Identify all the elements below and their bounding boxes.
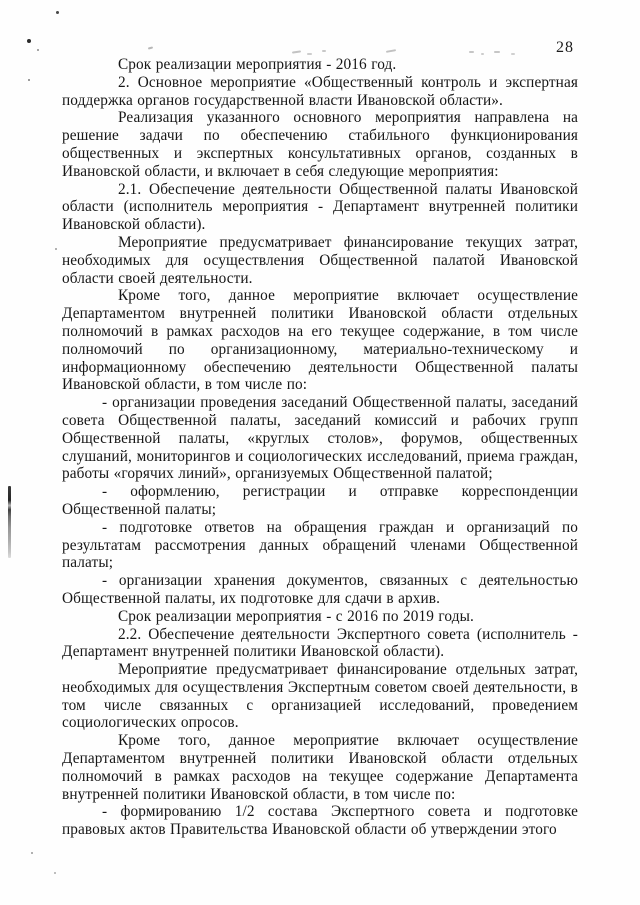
document-body: [62, 56, 578, 839]
scan-speck: [55, 248, 57, 250]
scan-smudge: [148, 46, 153, 49]
paragraph: 2. Основное мероприятие «Общественный контроль и экспертная поддержка органов государственной власти Ивановской области».: [62, 73, 578, 109]
scan-speck: [28, 79, 30, 81]
paragraph: 2.2. Обеспечение деятельности Экспертного совета (исполнитель - Департамент внутренней политики Ивановской области).: [62, 625, 578, 661]
page-number: 28: [556, 39, 574, 56]
scan-smudge: [511, 53, 515, 55]
paragraph: Срок реализации мероприятия - с 2016 по 2019 годы.: [118, 607, 474, 625]
scan-speck: [54, 872, 56, 874]
scan-smudge: [307, 53, 312, 55]
scan-smudge: [292, 50, 301, 53]
list-item-paragraph: - организации хранения документов, связанных с деятельностью Общественной палаты, их подготовке для сдачи в архив.: [62, 572, 578, 607]
list-item-paragraph: - подготовке ответов на обращения граждан и организаций по результатам рассмотрения данных обращений членами Общественной палаты;: [62, 518, 578, 572]
scan-speck: [31, 852, 33, 854]
scan-speck: [56, 11, 59, 14]
paragraph: Реализация указанного основного мероприятия направлена на решение задачи по обеспечению стабильного функционирования общественных и экспертных консультативных органов, созданных в Ивановской области, и включает в себя следующие мероприятия:: [62, 109, 578, 180]
scan-smudge: [494, 51, 500, 53]
scan-smudge: [469, 51, 474, 53]
paragraph: Срок реализации мероприятия - 2016 год.: [118, 56, 397, 73]
paragraph: 2.1. Обеспечение деятельности Общественной палаты Ивановской области (исполнитель мероприятия - Департамент внутренней политики Ивановской области).: [62, 180, 578, 234]
paragraph: Мероприятие предусматривает финансирование отдельных затрат, необходимых для осуществления Экспертным советом своей деятельности, в том числе связанных с организацией исследований, проведением социологических опросов.: [62, 661, 578, 732]
list-item-paragraph: - формированию 1/2 состава Экспертного совета и подготовке правовых актов Правительства Ивановской области об утверждении этого: [62, 803, 578, 839]
paragraph: Мероприятие предусматривает финансирование текущих затрат, необходимых для осуществления Общественной палатой Ивановской области своей деятельности.: [62, 233, 578, 287]
scan-smudge: [386, 49, 396, 53]
scan-speck: [27, 39, 31, 43]
scan-artifact-bar: [8, 486, 11, 558]
paragraph: Кроме того, данное мероприятие включает осуществление Департаментом внутренней политики Ивановской области отдельных полномочий в рамках расходов на его текущее содержание, в том числе полномочий по организационному, материально-техническому и информационному обеспечению деятельности Общественной палаты Ивановской области, в том числе по:: [62, 287, 578, 394]
paragraph: Кроме того, данное мероприятие включает осуществление Департаментом внутренней политики Ивановской области отдельных полномочий в рамках расходов на текущее содержание Департамента внутренней политики Ивановской области, в том числе по:: [62, 732, 578, 803]
list-item-paragraph: - организации проведения заседаний Общественной палаты, заседаний совета Общественной палаты, заседаний комиссий и рабочих групп Общественной палаты, «круглых столов», форумов, общественных слушаний, мониторингов и социологических исследований, приема граждан, работы «горячих линий», организуемых Общественной палатой;: [62, 394, 578, 483]
scan-smudge: [481, 53, 484, 55]
scan-speck: [37, 49, 39, 51]
list-item-paragraph: - оформлению, регистрации и отправке корреспонденции Общественной палаты;: [62, 483, 578, 518]
scan-smudge: [322, 50, 326, 52]
